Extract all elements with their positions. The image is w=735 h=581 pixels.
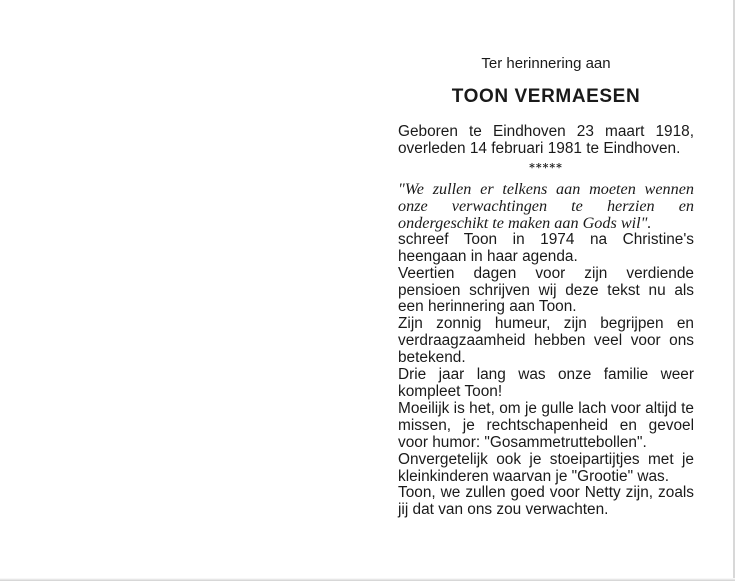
paragraph: Onvergetelijk ook je stoeipartijtjes met je kleinkinderen waarvan je "Grootie" was. <box>398 450 694 485</box>
memorial-text <box>398 124 694 519</box>
paragraph: Moeilijk is het, om je gulle lach voor altijd te missen, je rechtschapenheid en gevoel voor humor: "Gosammetruttebollen". <box>398 399 694 451</box>
deceased-name: TOON VERMAESEN <box>451 86 641 107</box>
paragraph: Zijn zonnig humeur, zijn begrijpen en verdraagzaamheid hebben veel voor ons betekend. <box>398 315 694 367</box>
birth-death-text: Geboren te Eindhoven 23 maart 1918, overleden 14 februari 1981 te Eindhoven. <box>398 123 694 157</box>
quote-text: "We zullen er telkens aan moeten wennen onze verwachtingen te herzien en ondergeschikt te maken aan Gods wil". <box>398 179 694 232</box>
paragraph: Veertien dagen voor zijn verdiende pensioen schrijven wij deze tekst nu als een herinnering aan Toon. <box>398 264 694 316</box>
paragraph: Drie jaar lang was onze familie weer kompleet Toon! <box>398 366 694 400</box>
paragraph: Toon, we zullen goed voor Netty zijn, zoals jij dat van ons zou verwachten. <box>398 484 694 519</box>
card-subtitle: Ter herinnering aan <box>481 55 611 72</box>
star-separator: ***** <box>529 160 563 174</box>
paragraph: schreef Toon in 1974 na Christine's heengaan in haar agenda. <box>398 230 694 265</box>
